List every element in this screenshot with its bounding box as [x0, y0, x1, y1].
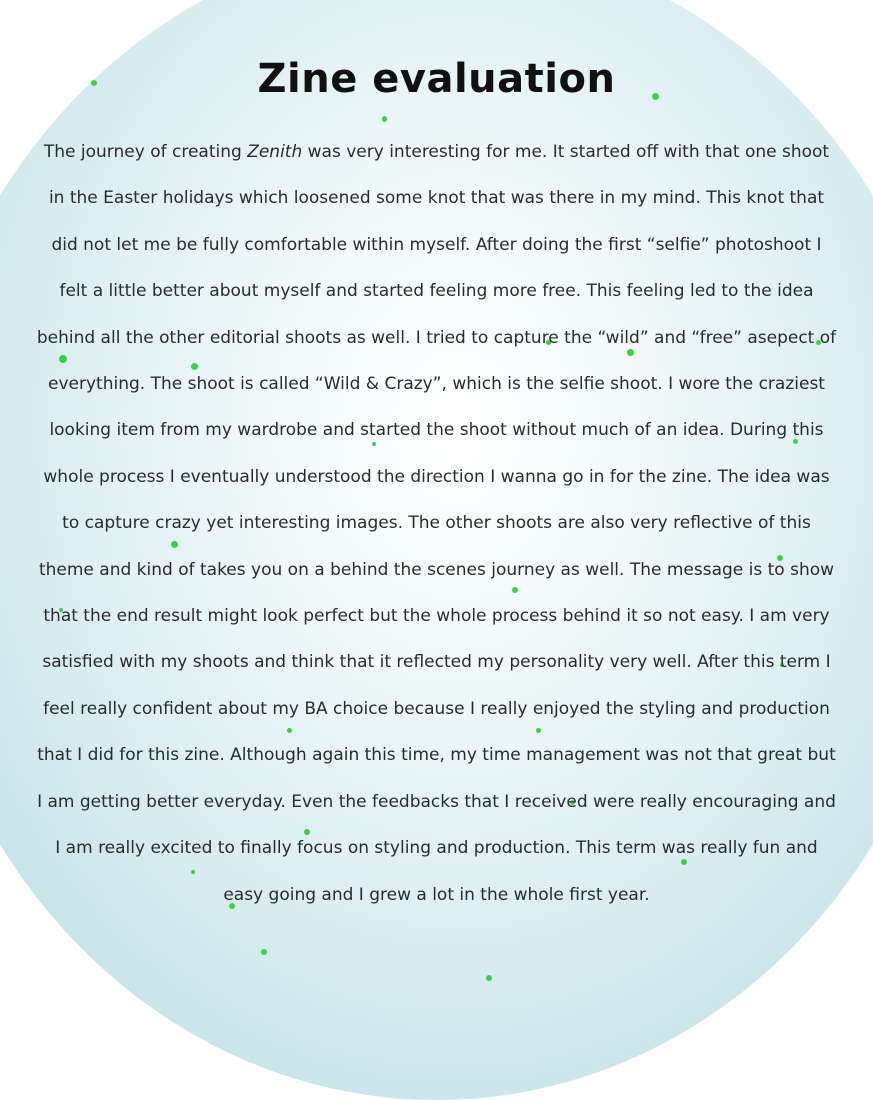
paragraph-lead: The journey of creating — [43, 142, 248, 162]
evaluation-paragraph — [37, 129, 837, 918]
decorative-dot — [486, 975, 492, 981]
paragraph-body: was very interesting for me. It started off with that one shoot in the Easter holidays which loosened some knot that was there in my mind. This knot that did not let me be fully comfortable within myself. After doing the first “selfie” photoshoot I felt a little better about myself and started feeling more free. This feeling led to the idea behind all the other editorial shoots as well. I tried to capture the “wild” and “free” asepect of everything. The shoot is called “Wild & Crazy”, which is the selfie shoot. I wore the craziest looking item from my wardrobe and started the shoot without much of an idea. During this whole process I eventually understood the direction I wanna go in for the zine. The idea was to capture crazy yet interesting images. The other shoots are also very reflective of this theme and kind of takes you on a behind the scenes journey as well. The message is to show that the end result might look perfect but the whole process behind it so not easy. I am very satisfied with my shoots and think that it reflected my personality very well. After this term I feel really confident about my BA choice because I really enjoyed the styling and production that I did for this zine. Although again this time, my time management was not that great but I am getting better everyday. Even the feedbacks that I received were really encouraging and I am really excited to finally focus on styling and production. This term was really fun and easy going and I grew a lot in the whole first year. — [36, 142, 837, 905]
zine-name-emphasis: Zenith — [247, 142, 303, 162]
decorative-dot — [261, 949, 267, 955]
page-title: Zine evaluation — [257, 56, 616, 102]
